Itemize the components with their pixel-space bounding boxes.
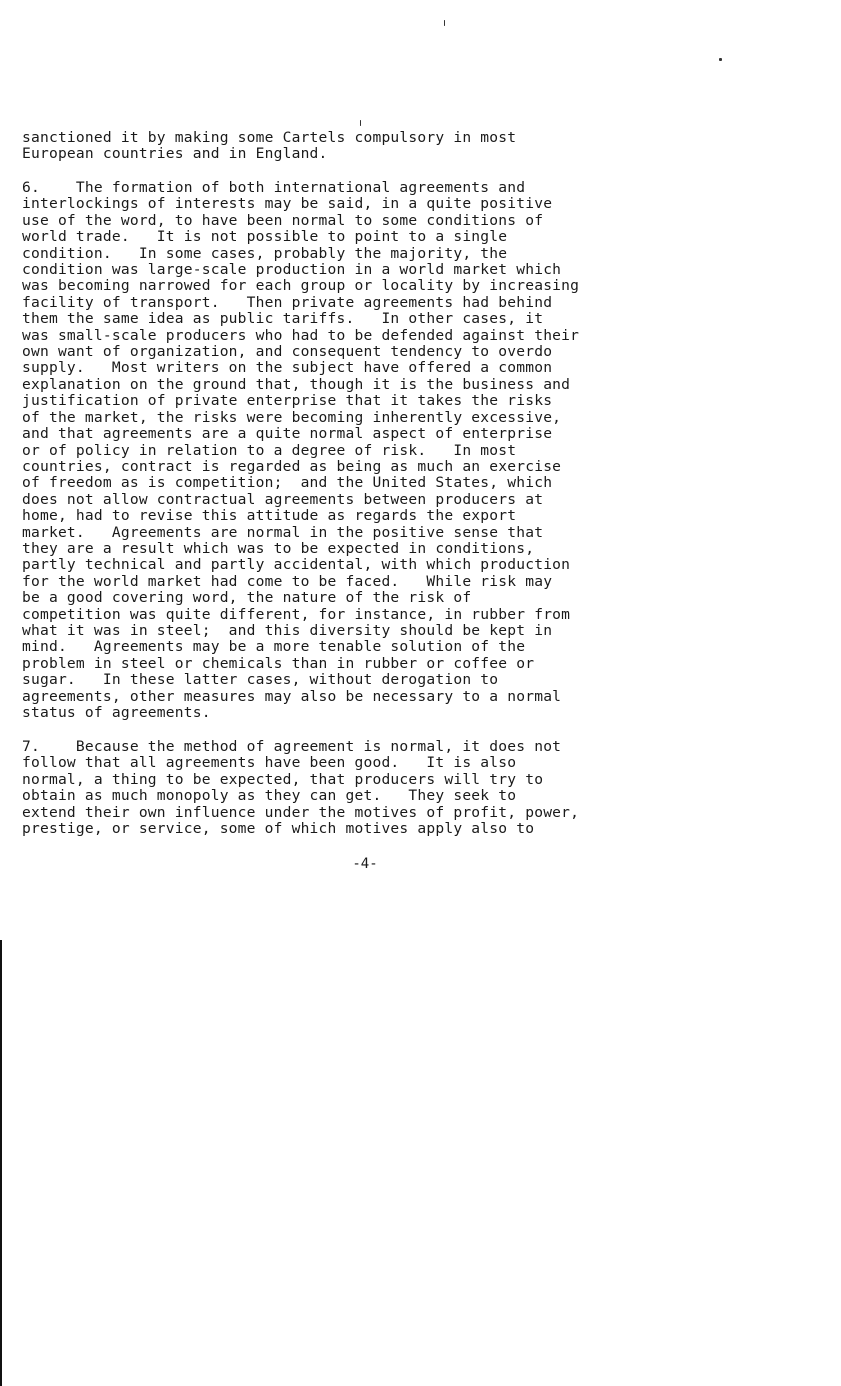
paragraph-6: 6. The formation of both international agreements and interlockings of interests may be said, in a quite positive use of the word, to have been normal to some conditions of world trade. It is not possible to point to a single condition. In some cases, probably the majority, the condition was large-scale production in a world market which was becoming narrowed for each group or locality by increasing facility of transport. Then private agreements had behind them the same idea as public tariffs. In other cases, it was small-scale producers who had to be defended against their own want of organization, and consequent tendency to overdo supply. Most writers on the subject have offered a common explanation on the ground that, though it is the business and justification of private enterprise that it takes the risks of the market, the risks were becoming inherently excessive, and that agreements are a quite normal aspect of enterprise or of policy in relation to a degree of risk. In most countries, contract is regarded as being as much an exercise of freedom as is competition; and the United States, which does not allow contractual agreements between producers at home, had to revise this attitude as regards the export market. Agreements are normal in the positive sense that they are a result which was to be expected in conditions, partly technical and partly accidental, with which production for the world market had come to be faced. While risk may be a good covering word, the nature of the risk of competition was quite different, for instance, in rubber from what it was in steel; and this diversity should be kept in mind. Agreements may be a more tenable solution of the problem in steel or chemicals than in rubber or coffee or sugar. In these latter cases, without derogation to agreements, other measures may also be necessary to a normal status of agreements.	[22, 179, 580, 721]
scan-speck	[719, 58, 722, 61]
scan-edge-mark	[0, 940, 2, 1386]
paragraph-7: 7. Because the method of agreement is normal, it does not follow that all agreements have been good. It is also normal, a thing to be expected, that producers will try to obtain as much monopoly as they can get. They seek to extend their own influence under the motives of profit, power, prestige, or service, some of which motives apply also to	[22, 738, 580, 838]
scan-speck	[444, 20, 445, 26]
scan-speck	[360, 120, 361, 126]
paragraph-continuation: sanctioned it by making some Cartels compulsory in most European countries and in England.	[22, 129, 517, 163]
page-number: -4-	[352, 856, 378, 872]
